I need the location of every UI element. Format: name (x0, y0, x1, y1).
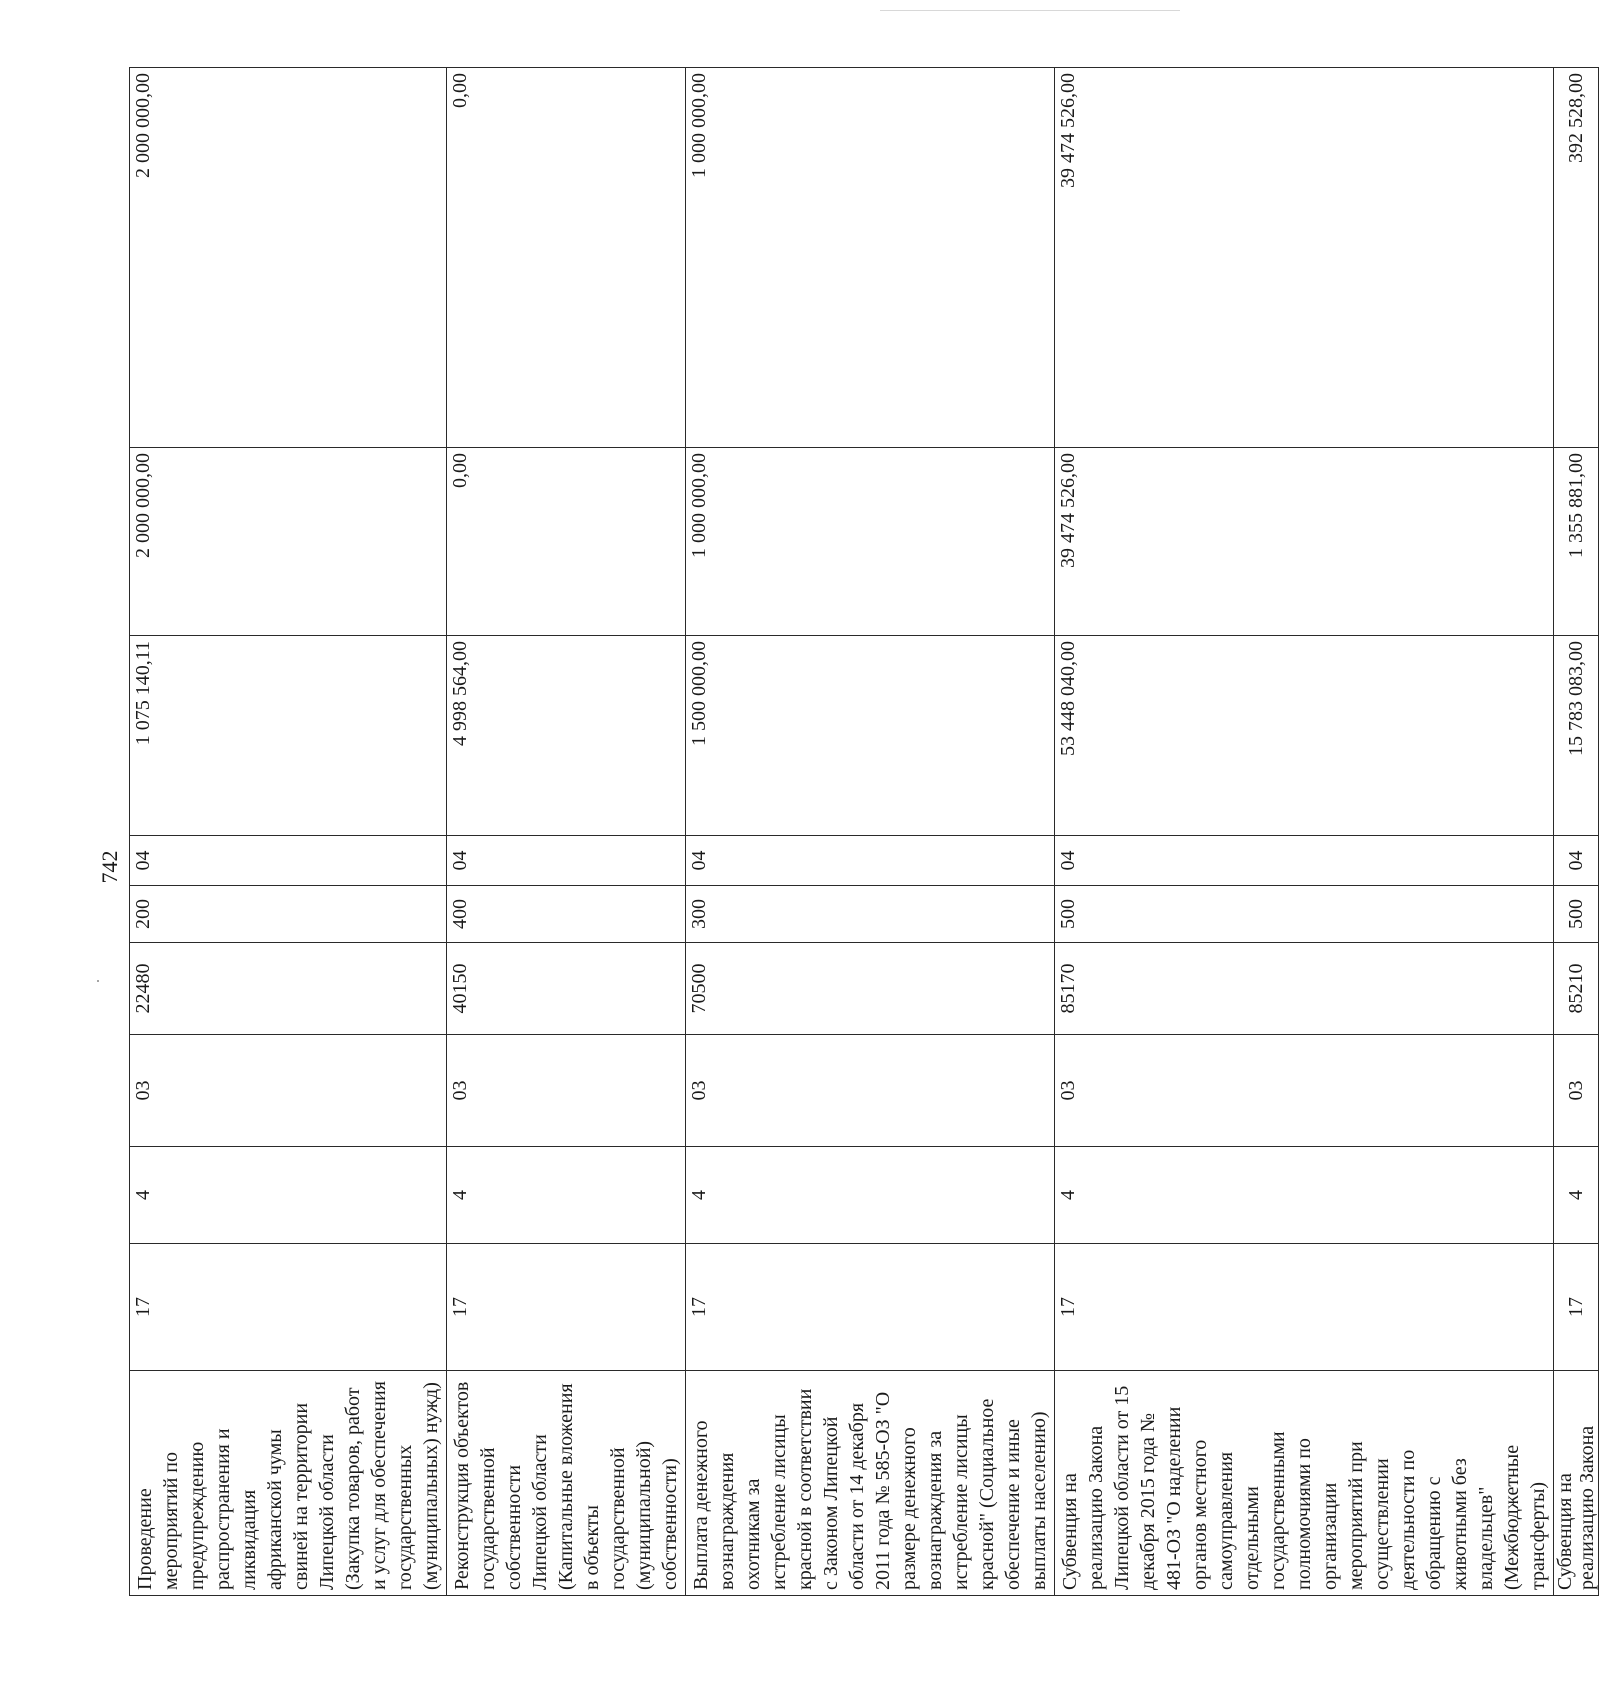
direction-code-cell: 70500 (686, 943, 1055, 1035)
amount-year3-cell: 0,00 (447, 68, 686, 448)
amount-year2-cell: 39 474 526,00 (1055, 448, 1554, 636)
table-row (447, 68, 686, 1596)
amount-year2-cell: 1 000 000,00 (686, 448, 1055, 636)
amount-year2-cell: 0,00 (447, 448, 686, 636)
admin-code-cell: 17 (1554, 1244, 1599, 1371)
amount-year3-cell: 392 528,00 (1554, 68, 1599, 448)
section-code-cell: 04 (1055, 836, 1554, 886)
amount-year1-cell: 15 783 083,00 (1554, 636, 1599, 836)
direction-code-cell: 85170 (1055, 943, 1554, 1035)
table-row (1055, 68, 1554, 1596)
expense-type-cell: 300 (686, 886, 1055, 943)
subprogram-code-cell: 03 (1554, 1035, 1599, 1147)
program-code-cell: 4 (447, 1147, 686, 1244)
program-code-cell: 4 (1055, 1147, 1554, 1244)
admin-code-cell: 17 (1055, 1244, 1554, 1371)
expense-type-cell: 400 (447, 886, 686, 943)
section-code-cell: 04 (130, 836, 447, 886)
amount-year1-cell: 4 998 564,00 (447, 636, 686, 836)
table-row (130, 68, 447, 1596)
expense-type-cell: 500 (1055, 886, 1554, 943)
amount-year1-cell: 1 075 140,11 (130, 636, 447, 836)
page-number: 742 (97, 850, 122, 884)
table-row (1554, 68, 1599, 1596)
direction-code-cell: 22480 (130, 943, 447, 1035)
row-name-cell: Реконструкция объектов государственной собственности Липецкой области (Капитальные вложения в объекты государственной (муниципальной) собственности) (447, 1371, 686, 1596)
amount-year3-cell: 39 474 526,00 (1055, 68, 1554, 448)
subprogram-code-cell: 03 (1055, 1035, 1554, 1147)
amount-year1-cell: 53 448 040,00 (1055, 636, 1554, 836)
scan-speck (97, 980, 99, 982)
subprogram-code-cell: 03 (130, 1035, 447, 1147)
scan-edge-line (880, 10, 1180, 11)
section-code-cell: 04 (686, 836, 1055, 886)
row-name-cell: Субвенция на реализацию Закона (1554, 1371, 1599, 1596)
admin-code-cell: 17 (447, 1244, 686, 1371)
program-code-cell: 4 (130, 1147, 447, 1244)
table-row (686, 68, 1055, 1596)
section-code-cell: 04 (447, 836, 686, 886)
amount-year2-cell: 2 000 000,00 (130, 448, 447, 636)
amount-year1-cell: 1 500 000,00 (686, 636, 1055, 836)
row-name-cell: Субвенция на реализацию Закона Липецкой области от 15 декабря 2015 года № 481-ОЗ "О наделении органов местного самоуправления отдельными государственными полномочиями по организации мероприятий при осуществлении деятельности по обращению с животными без владельцев" (Межбюджетные трансферты) (1055, 1371, 1554, 1596)
row-name-cell: Выплата денежного вознаграждения охотникам за истребление лисицы красной в соответствии с Законом Липецкой области от 14 декабря 2011 года № 585-ОЗ "О размере денежного вознаграждения за истребление лисицы красной" (Социальное обеспечение и иные выплаты населению) (686, 1371, 1055, 1596)
row-name-cell: Проведение мероприятий по предупреждению распространения и ликвидация африканской чумы свиней на территории Липецкой области (Закупка товаров, работ и услуг для обеспечения государственных (муниципальных) нужд) (130, 1371, 447, 1596)
direction-code-cell: 40150 (447, 943, 686, 1035)
admin-code-cell: 17 (130, 1244, 447, 1371)
amount-year3-cell: 1 000 000,00 (686, 68, 1055, 448)
amount-year3-cell: 2 000 000,00 (130, 68, 447, 448)
subprogram-code-cell: 03 (686, 1035, 1055, 1147)
amount-year2-cell: 1 355 881,00 (1554, 448, 1599, 636)
program-code-cell: 4 (1554, 1147, 1599, 1244)
admin-code-cell: 17 (686, 1244, 1055, 1371)
direction-code-cell: 85210 (1554, 943, 1599, 1035)
rotated-table-wrapper (129, 68, 1598, 1596)
expense-type-cell: 200 (130, 886, 447, 943)
section-code-cell: 04 (1554, 836, 1599, 886)
program-code-cell: 4 (686, 1147, 1055, 1244)
budget-table (129, 67, 1599, 1596)
subprogram-code-cell: 03 (447, 1035, 686, 1147)
expense-type-cell: 500 (1554, 886, 1599, 943)
